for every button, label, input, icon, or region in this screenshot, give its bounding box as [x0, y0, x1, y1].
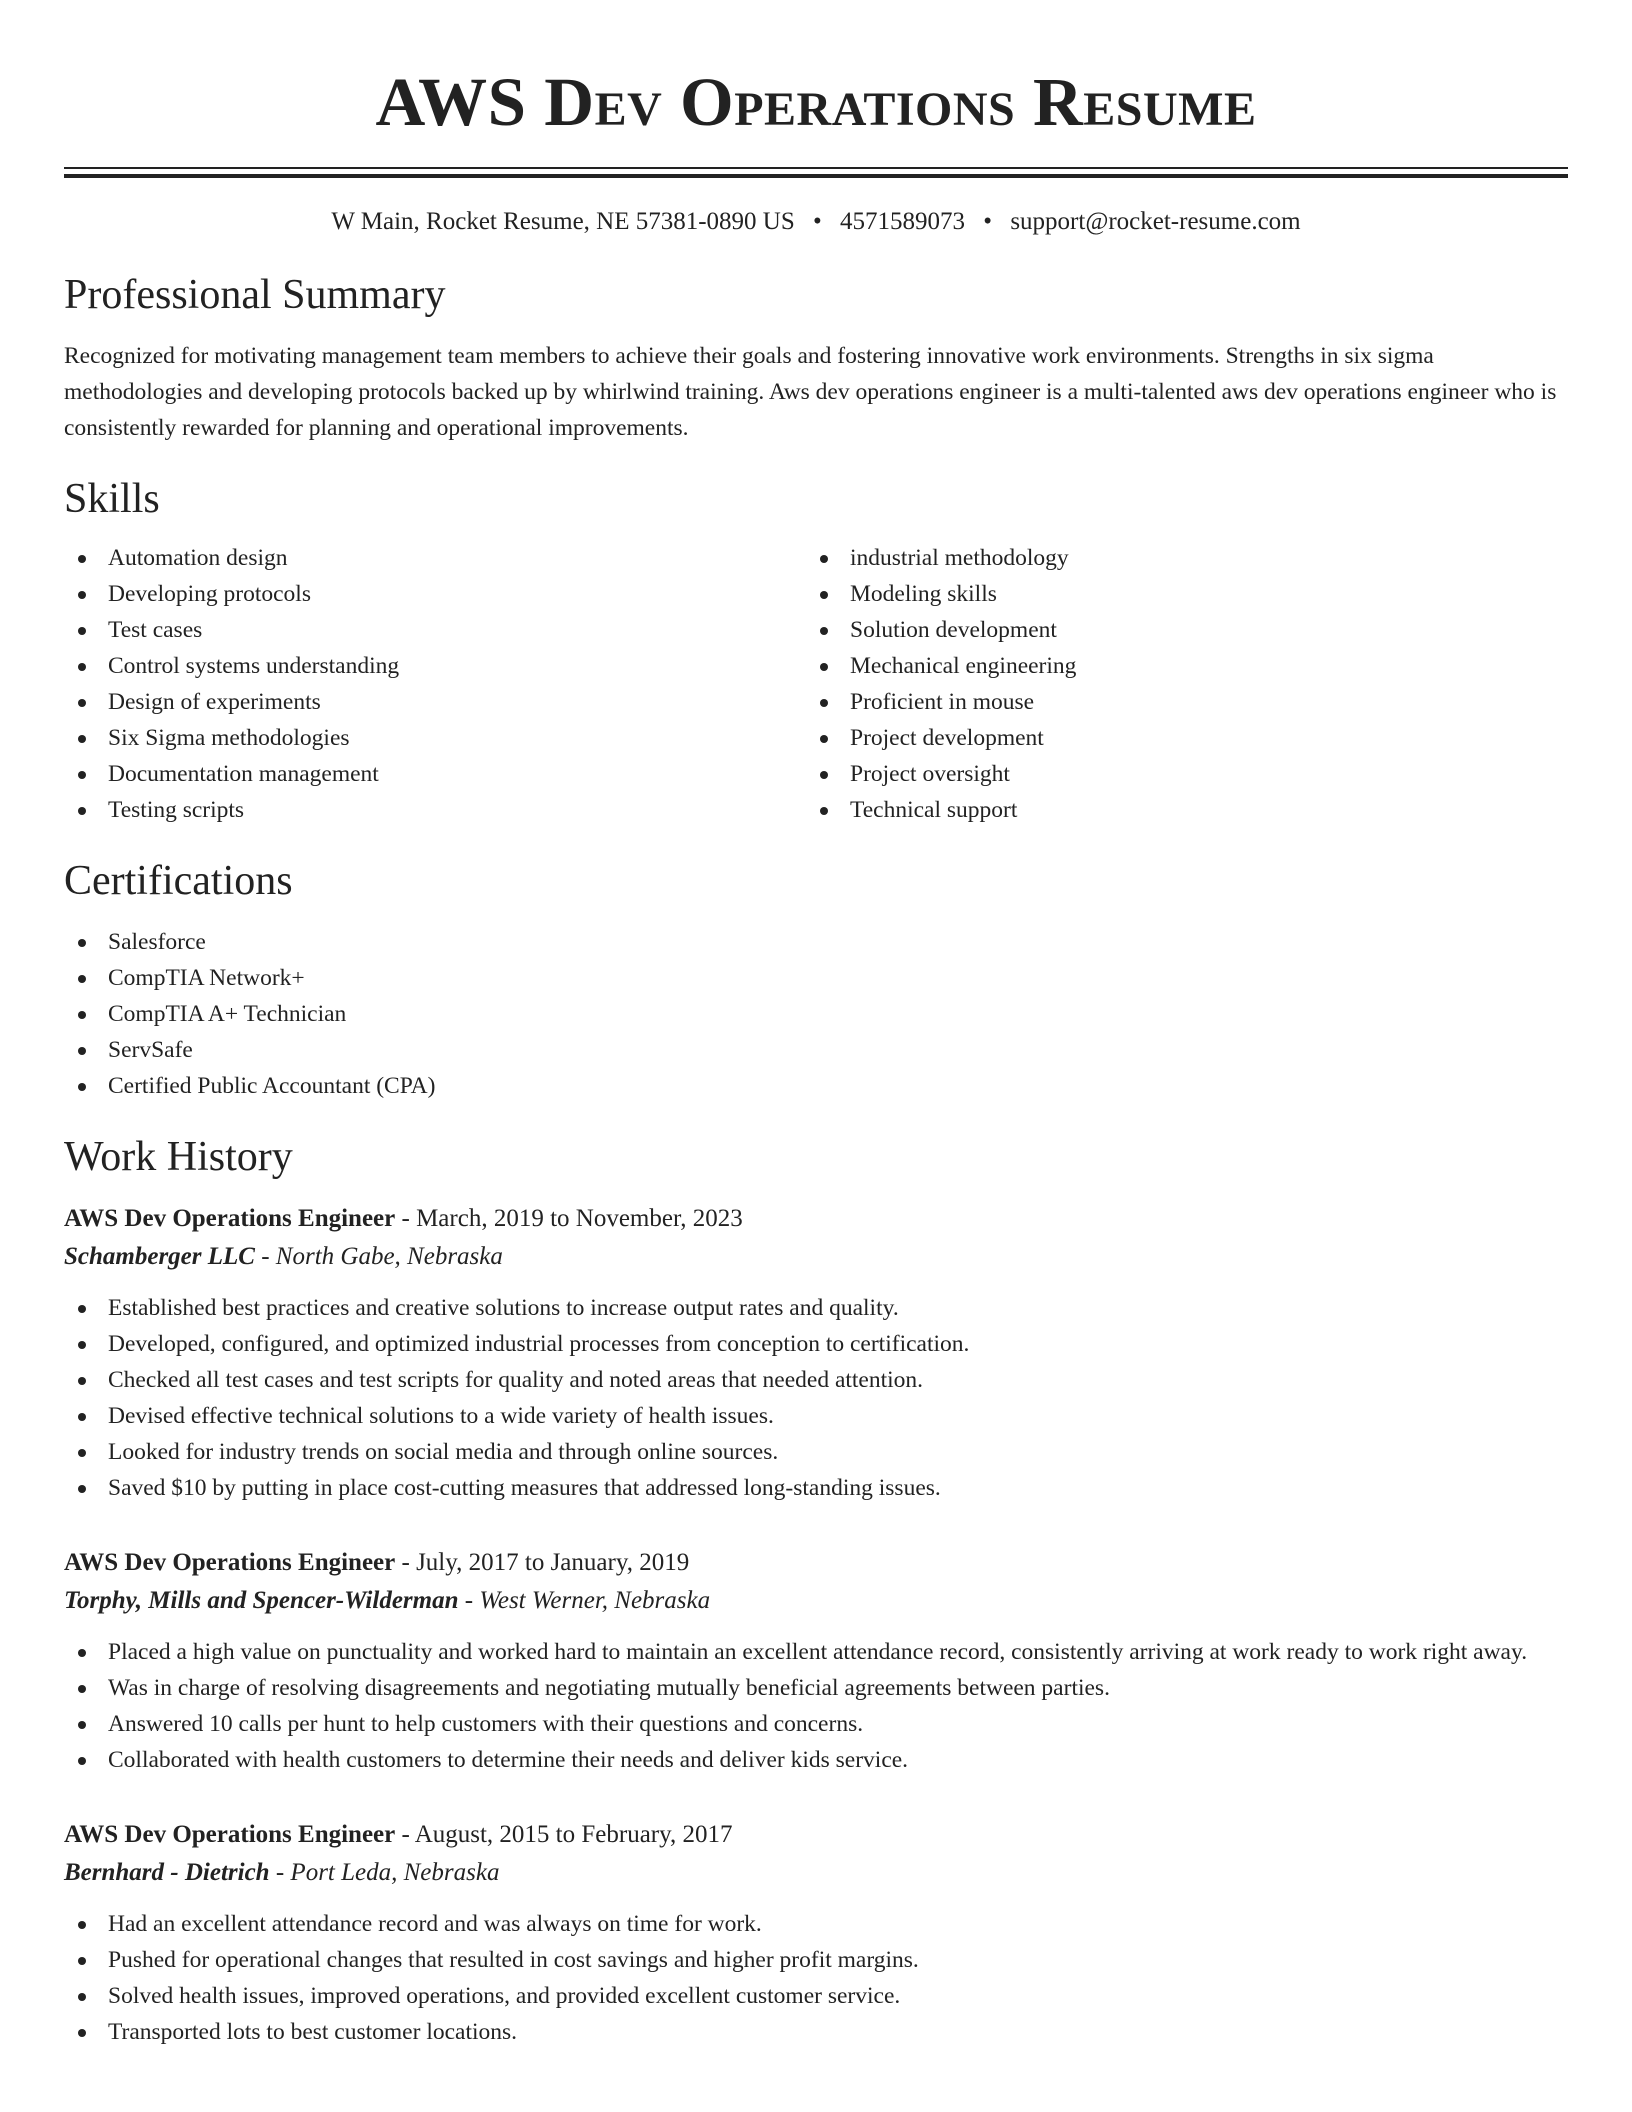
job-bullet	[64, 1398, 1568, 1434]
certification-item-text: CompTIA Network+	[108, 965, 305, 991]
job-title-line	[64, 1544, 1568, 1582]
job-company: Bernhard - Dietrich	[64, 1859, 270, 1886]
job-bullet	[64, 1906, 1568, 1942]
bullet-icon	[78, 2029, 86, 2037]
job-bullet	[64, 1434, 1568, 1470]
job-bullet-text: Looked for industry trends on social media and through online sources.	[108, 1439, 779, 1465]
skill-item	[64, 540, 806, 576]
job-company-line	[64, 1582, 1568, 1620]
bullet-icon	[78, 591, 86, 599]
skill-item-text: Testing scripts	[108, 797, 245, 823]
job-bullet-text: Placed a high value on punctuality and worked hard to maintain an excellent attendance record, consistently arriving at work ready to work right away.	[108, 1639, 1528, 1665]
job-title-line	[64, 1200, 1568, 1238]
contact-address: W Main, Rocket Resume, NE 57381-0890 US	[331, 208, 795, 235]
bullet-icon	[78, 1993, 86, 2001]
bullet-icon	[820, 699, 828, 707]
job-bullet	[64, 1942, 1568, 1978]
summary-heading: Professional Summary	[64, 272, 446, 318]
contact-phone: 4571589073	[840, 208, 966, 235]
job-bullet	[64, 1326, 1568, 1362]
job-location: - Port Leda, Nebraska	[269, 1859, 500, 1886]
skill-item	[64, 756, 806, 792]
bullet-icon	[78, 1957, 86, 1965]
bullet-icon	[78, 555, 86, 563]
bullet-icon	[78, 807, 86, 815]
job-title: AWS Dev Operations Engineer	[64, 1549, 396, 1576]
job-bullet-text: Established best practices and creative solutions to increase output rates and quality.	[108, 1295, 899, 1321]
job-bullet	[64, 1634, 1568, 1670]
bullet-icon	[820, 663, 828, 671]
job-dates: - August, 2015 to February, 2017	[395, 1821, 733, 1848]
skill-item-text: Design of experiments	[108, 689, 321, 715]
skill-item-text: Test cases	[108, 617, 203, 643]
job-bullet-text: Had an excellent attendance record and was always on time for work.	[108, 1911, 762, 1937]
skill-item	[806, 720, 1548, 756]
job-company-line	[64, 1238, 1568, 1276]
bullet-icon	[78, 1485, 86, 1493]
job-bullets	[64, 1290, 1568, 1506]
certification-item	[64, 960, 1568, 996]
bullet-icon	[78, 1721, 86, 1729]
job-bullet	[64, 2014, 1568, 2050]
bullet-icon	[820, 771, 828, 779]
certifications-list	[64, 924, 1568, 1104]
bullet-icon	[78, 1449, 86, 1457]
skill-item	[806, 684, 1548, 720]
bullet-icon	[78, 1649, 86, 1657]
skill-item-text: Mechanical engineering	[850, 653, 1077, 679]
bullet-icon	[820, 591, 828, 599]
job-location: - West Werner, Nebraska	[458, 1587, 711, 1614]
bullet-icon	[78, 1377, 86, 1385]
skill-item	[64, 720, 806, 756]
job-bullet-text: Collaborated with health customers to determine their needs and deliver kids service.	[108, 1747, 909, 1773]
bullet-icon	[78, 1413, 86, 1421]
bullet-icon	[78, 975, 86, 983]
job-bullet-text: Transported lots to best customer locations.	[108, 2019, 518, 2045]
job-bullet	[64, 1706, 1568, 1742]
job-entry	[64, 1816, 1568, 2050]
job-bullet	[64, 1978, 1568, 2014]
skill-item-text: Automation design	[108, 545, 288, 571]
certification-item-text: ServSafe	[108, 1037, 193, 1063]
skill-item-text: Technical support	[850, 797, 1018, 823]
bullet-icon	[820, 735, 828, 743]
skills-column-right	[806, 540, 1548, 828]
skill-item	[64, 648, 806, 684]
job-bullet-text: Developed, configured, and optimized industrial processes from conception to certification.	[108, 1331, 970, 1357]
job-company: Schamberger LLC	[64, 1243, 255, 1270]
contact-separator: •	[983, 208, 993, 235]
certification-item	[64, 996, 1568, 1032]
certification-item-text: CompTIA A+ Technician	[108, 1001, 347, 1027]
job-bullet-text: Pushed for operational changes that resulted in cost savings and higher profit margins.	[108, 1947, 919, 1973]
job-company-line	[64, 1854, 1568, 1892]
skill-item	[806, 612, 1548, 648]
bullet-icon	[78, 699, 86, 707]
job-bullet	[64, 1742, 1568, 1778]
job-title: AWS Dev Operations Engineer	[64, 1821, 396, 1848]
job-bullet-text: Checked all test cases and test scripts for quality and noted areas that needed attention.	[108, 1367, 924, 1393]
skill-item-text: industrial methodology	[850, 545, 1069, 571]
bullet-icon	[78, 1047, 86, 1055]
skill-item-text: Modeling skills	[850, 581, 997, 607]
job-bullet-text: Saved $10 by putting in place cost-cutting measures that addressed long-standing issues.	[108, 1475, 941, 1501]
skill-item	[806, 576, 1548, 612]
skill-item-text: Documentation management	[108, 761, 379, 787]
contact-email: support@rocket-resume.com	[1010, 208, 1301, 235]
bullet-icon	[820, 807, 828, 815]
contact-separator: •	[813, 208, 822, 235]
skill-item	[806, 756, 1548, 792]
job-dates: - March, 2019 to November, 2023	[395, 1205, 743, 1232]
bullet-icon	[820, 627, 828, 635]
skills-column-left	[64, 540, 806, 828]
job-bullet-text: Was in charge of resolving disagreements and negotiating mutually beneficial agreements between parties.	[108, 1675, 1110, 1701]
certification-item-text: Certified Public Accountant (CPA)	[108, 1073, 436, 1099]
title-divider	[64, 167, 1568, 178]
certification-item	[64, 1032, 1568, 1068]
bullet-icon	[78, 771, 86, 779]
bullet-icon	[78, 1083, 86, 1091]
skill-item-text: Developing protocols	[108, 581, 311, 607]
skill-item-text: Project development	[850, 725, 1044, 751]
job-bullet	[64, 1470, 1568, 1506]
skill-item	[64, 792, 806, 828]
bullet-icon	[78, 1011, 86, 1019]
bullet-icon	[78, 939, 86, 947]
skill-item	[806, 648, 1548, 684]
skill-item-text: Project oversight	[850, 761, 1010, 787]
job-bullet-text: Answered 10 calls per hunt to help customers with their questions and concerns.	[108, 1711, 864, 1737]
skill-item	[806, 792, 1548, 828]
bullet-icon	[78, 1341, 86, 1349]
job-location: - North Gabe, Nebraska	[254, 1243, 503, 1270]
job-entry	[64, 1200, 1568, 1506]
certifications-heading: Certifications	[64, 858, 293, 904]
certification-item	[64, 1068, 1568, 1104]
job-entry	[64, 1544, 1568, 1778]
job-title-line	[64, 1816, 1568, 1854]
bullet-icon	[78, 1685, 86, 1693]
job-bullet-text: Solved health issues, improved operations, and provided excellent customer service.	[108, 1983, 901, 2009]
skill-item	[64, 612, 806, 648]
summary-text: Recognized for motivating management team members to achieve their goals and fostering innovative work environments. Strengths in six sigma methodologies and developing protocols backed up by whirlwind training. Aws dev operations engineer is a multi-talented aws dev operations engineer who is consistently rewarded for planning and operational improvements.	[64, 343, 1557, 441]
certification-item-text: Salesforce	[108, 929, 206, 955]
job-title: AWS Dev Operations Engineer	[64, 1205, 396, 1232]
skill-item	[806, 540, 1548, 576]
skill-item	[64, 576, 806, 612]
page-title: AWS Dev Operations Resume	[375, 64, 1257, 140]
bullet-icon	[78, 663, 86, 671]
resume-page	[64, 0, 1568, 2050]
bullet-icon	[820, 555, 828, 563]
skill-item-text: Solution development	[850, 617, 1057, 643]
skill-item-text: Control systems understanding	[108, 653, 400, 679]
bullet-icon	[78, 1757, 86, 1765]
job-bullets	[64, 1906, 1568, 2050]
bullet-icon	[78, 1305, 86, 1313]
bullet-icon	[78, 735, 86, 743]
contact-line	[64, 206, 1568, 238]
job-bullet	[64, 1670, 1568, 1706]
job-bullet-text: Devised effective technical solutions to a wide variety of health issues.	[108, 1403, 774, 1429]
work-history-heading: Work History	[64, 1134, 293, 1180]
bullet-icon	[78, 1921, 86, 1929]
job-dates: - July, 2017 to January, 2019	[395, 1549, 690, 1576]
skills-list	[64, 540, 1568, 828]
work-history-list	[64, 1200, 1568, 2050]
skills-heading: Skills	[64, 476, 160, 522]
job-company: Torphy, Mills and Spencer-Wilderman	[64, 1587, 459, 1614]
job-bullet	[64, 1362, 1568, 1398]
skill-item-text: Six Sigma methodologies	[108, 725, 350, 751]
job-bullets	[64, 1634, 1568, 1778]
certification-item	[64, 924, 1568, 960]
skill-item	[64, 684, 806, 720]
skill-item-text: Proficient in mouse	[850, 689, 1035, 715]
job-bullet	[64, 1290, 1568, 1326]
bullet-icon	[78, 627, 86, 635]
